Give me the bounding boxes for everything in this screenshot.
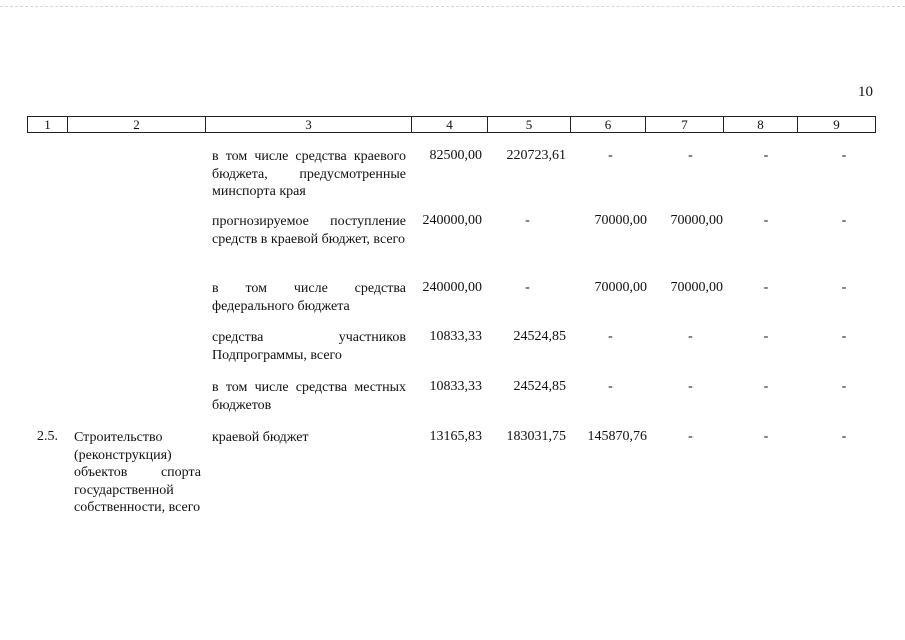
row-description: в том числе средства краевого бюджета, предусмотренные минспорта края <box>212 149 406 199</box>
cell-col8: - <box>763 329 769 344</box>
cell-col5: 24524,85 <box>513 379 566 394</box>
cell-col7: - <box>688 379 693 394</box>
cell-col4: 240000,00 <box>422 280 482 295</box>
header-cell: 8 <box>724 117 798 132</box>
cell-col8: - <box>763 379 769 394</box>
header-cell: 3 <box>206 117 412 132</box>
cell-col4: 10833,33 <box>429 379 482 394</box>
cell-col5: 183031,75 <box>506 429 566 444</box>
cell-col6: 145870,76 <box>587 429 647 444</box>
row-description: краевой бюджет <box>212 430 309 445</box>
cell-col5: - <box>525 280 530 295</box>
cell-col9: - <box>841 280 847 295</box>
cell-col7: 70000,00 <box>670 213 723 228</box>
row-description: средства участников Подпрограммы, всего <box>212 330 406 363</box>
cell-col7: - <box>688 329 693 344</box>
header-cell: 4 <box>412 117 488 132</box>
cell-col6: 70000,00 <box>594 280 647 295</box>
header-cell: 6 <box>571 117 646 132</box>
cell-col6: 70000,00 <box>594 213 647 228</box>
cell-col5: 220723,61 <box>506 148 566 163</box>
cell-col5: - <box>525 213 530 228</box>
cell-col9: - <box>841 379 847 394</box>
row-number: 2.5. <box>37 429 58 444</box>
cell-col6: - <box>608 148 613 163</box>
row-description: в том числе средства местных бюджетов <box>212 380 406 413</box>
cell-col9: - <box>841 329 847 344</box>
cell-col6: - <box>608 379 613 394</box>
row-description: в том числе средства федерального бюджета <box>212 281 406 314</box>
table-header-row <box>27 116 876 133</box>
row-description: прогнозируемое поступление средств в краевой бюджет, всего <box>212 214 406 247</box>
cell-col9: - <box>841 148 847 163</box>
header-cell: 1 <box>28 117 68 132</box>
cell-col4: 10833,33 <box>429 329 482 344</box>
header-cell: 2 <box>68 117 206 132</box>
cell-col4: 82500,00 <box>429 148 482 163</box>
cell-col7: 70000,00 <box>670 280 723 295</box>
cell-col7: - <box>688 148 693 163</box>
cell-col4: 13165,83 <box>429 429 482 444</box>
cell-col8: - <box>763 213 769 228</box>
scan-artifact-line <box>0 6 905 15</box>
cell-col6: - <box>608 329 613 344</box>
header-cell: 7 <box>646 117 724 132</box>
page-number: 10 <box>858 84 873 100</box>
cell-col4: 240000,00 <box>422 213 482 228</box>
cell-col5: 24524,85 <box>513 329 566 344</box>
cell-col8: - <box>763 280 769 295</box>
header-cell: 5 <box>488 117 571 132</box>
cell-col8: - <box>763 148 769 163</box>
cell-col8: - <box>763 429 769 444</box>
row-name: Строительство (реконструкция) объектов спорта государственной собственности, всего <box>74 430 201 515</box>
cell-col7: - <box>688 429 693 444</box>
cell-col9: - <box>841 429 847 444</box>
cell-col9: - <box>841 213 847 228</box>
header-cell: 9 <box>833 117 840 132</box>
